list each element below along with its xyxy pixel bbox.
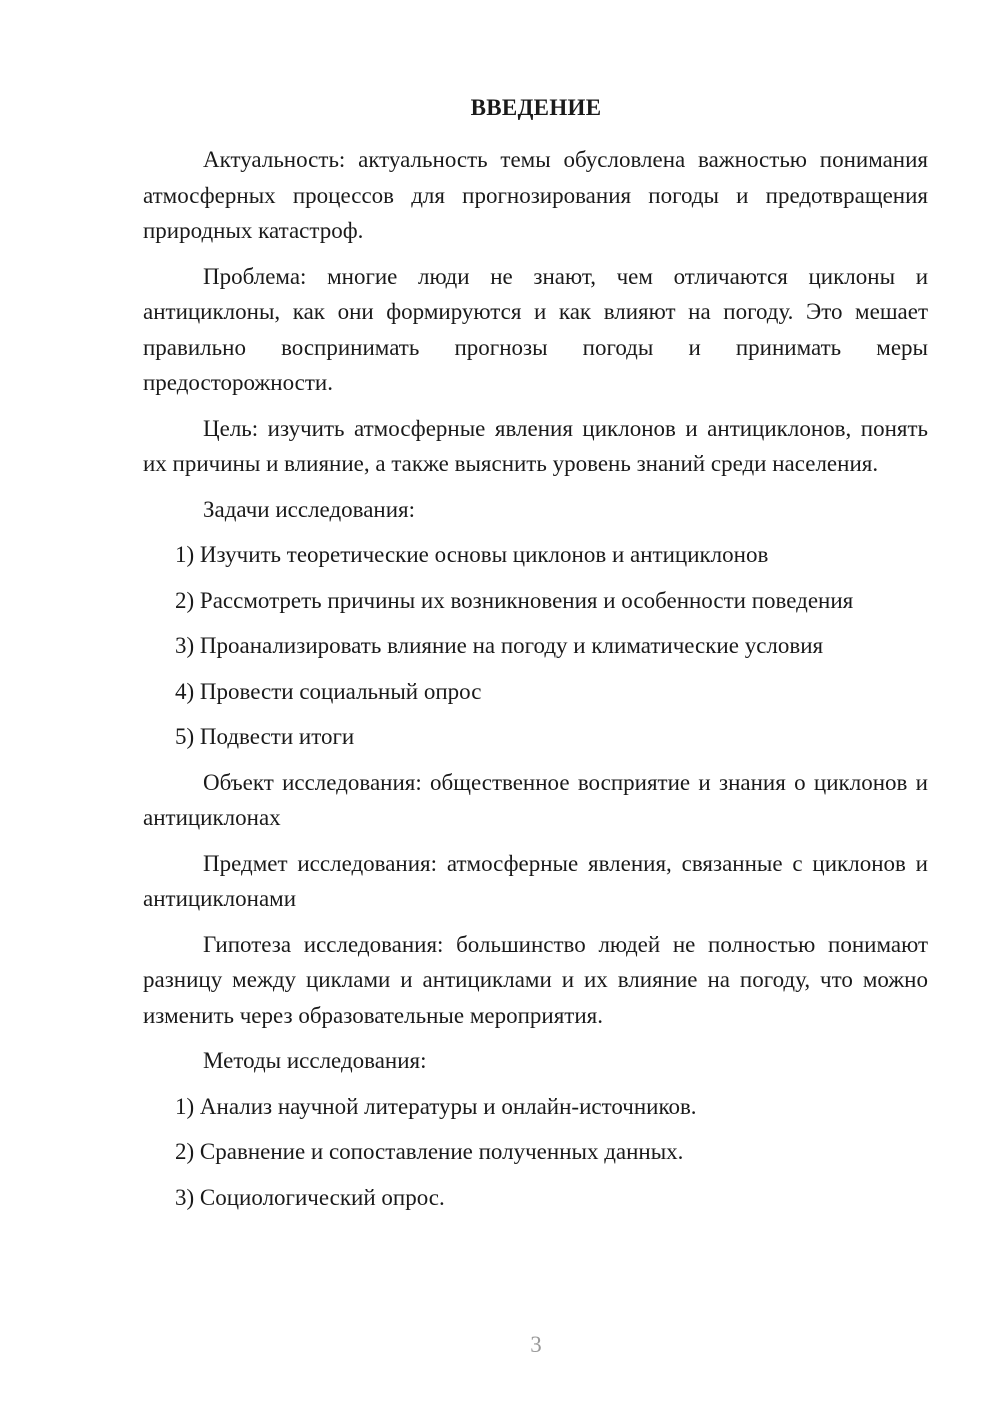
relevance-paragraph: Актуальность: актуальность темы обусловлена важностью понимания атмосферных процессов для прогнозирования погоды и предотвращения природных катастроф. — [143, 147, 928, 243]
document-body — [143, 142, 928, 1225]
page-title: ВВЕДЕНИЕ — [470, 95, 602, 120]
object-paragraph: Объект исследования: общественное восприятие и знания о циклонов и антициклонах — [143, 769, 928, 830]
method-item: 1) Анализ научной литературы и онлайн-источников. — [175, 1093, 697, 1119]
method-item: 3) Социологический опрос. — [175, 1184, 445, 1210]
task-item: 3) Проанализировать влияние на погоду и климатические условия — [175, 633, 824, 658]
hypothesis-paragraph: Гипотеза исследования: большинство людей не полностью понимают разницу между циклами и антициклами и их влияние на погоду, что можно изменить через образовательные мероприятия. — [143, 931, 928, 1028]
task-item: 4) Провести социальный опрос — [175, 678, 482, 704]
problem-paragraph: Проблема: многие люди не знают, чем отличаются циклоны и антициклоны, как они формируются и как влияют на погоду. Это мешает правильно воспринимать прогнозы погоды и принимать меры предосторожности. — [143, 263, 928, 395]
page-number: 3 — [530, 1332, 542, 1357]
tasks-heading: Задачи исследования: — [203, 496, 416, 522]
task-item: 1) Изучить теоретические основы циклонов и антициклонов — [175, 542, 769, 567]
task-item: 2) Рассмотреть причины их возникновения и особенности поведения — [175, 587, 854, 613]
subject-paragraph: Предмет исследования: атмосферные явления, связанные с циклонов и антициклонами — [143, 850, 928, 911]
task-item: 5) Подвести итоги — [175, 724, 355, 749]
methods-heading: Методы исследования: — [203, 1048, 427, 1073]
goal-paragraph: Цель: изучить атмосферные явления циклонов и антициклонов, понять их причины и влияние, а также выяснить уровень знаний среди населения. — [143, 415, 928, 476]
method-item: 2) Сравнение и сопоставление полученных данных. — [175, 1139, 684, 1164]
